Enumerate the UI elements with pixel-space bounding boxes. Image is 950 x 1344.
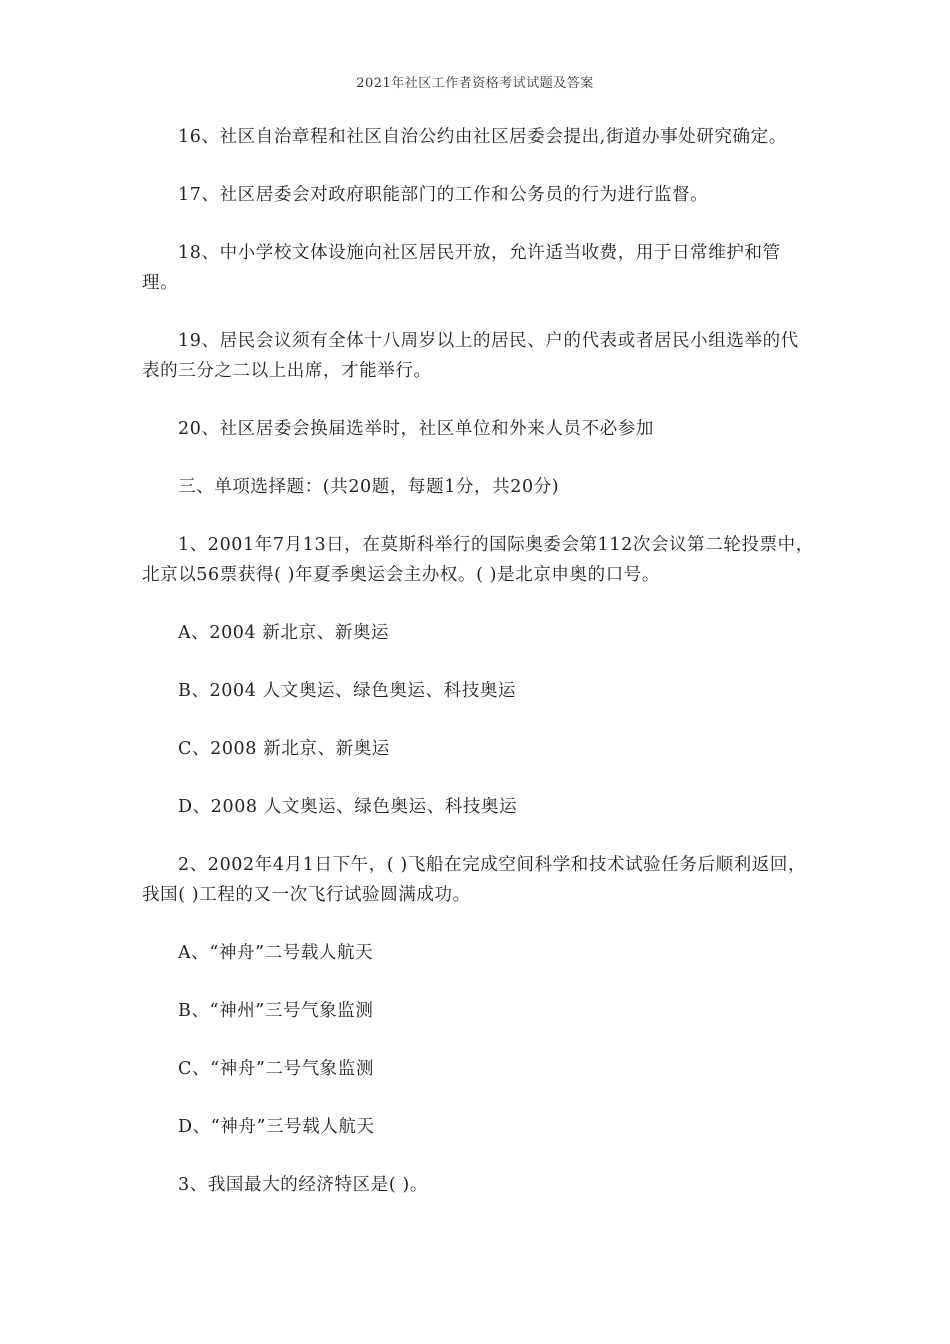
question-1-option-b: B、2004 人文奥运、绿色奥运、科技奥运 [178,681,517,701]
question-2-option-b: B、“神州”三号气象监测 [178,1001,374,1021]
question-3: 3、我国最大的经济特区是( )。 [178,1175,428,1195]
statement-19: 19、居民会议须有全体十八周岁以上的居民、户的代表或者居民小组选举的代表的三分之二以上出席，才能举行。 [142,331,799,381]
question-2-option-c: C、“神舟”二号气象监测 [178,1059,374,1079]
question-1: 1、2001年7月13日，在莫斯科举行的国际奥委会第112次会议第二轮投票中，北京以56票获得( )年夏季奥运会主办权。( )是北京申奥的口号。 [142,535,814,585]
section-heading: 三、单项选择题：(共20题，每题1分，共20分) [178,477,560,497]
statement-18: 18、中小学校文体设施向社区居民开放，允许适当收费，用于日常维护和管理。 [142,243,781,293]
page-header-title: 2021年社区工作者资格考试试题及答案 [356,76,594,91]
question-1-option-c: C、2008 新北京、新奥运 [178,739,390,759]
statement-20: 20、社区居委会换届选举时，社区单位和外来人员不必参加 [178,419,654,439]
question-1-option-a: A、2004 新北京、新奥运 [178,623,390,643]
document-body [142,122,814,1228]
question-2-option-a: A、“神舟”二号载人航天 [178,943,374,963]
question-2-option-d: D、“神舟”三号载人航天 [178,1117,375,1137]
question-2: 2、2002年4月1日下午，( )飞船在完成空间科学和技术试验任务后顺利返回，我国( )工程的又一次飞行试验圆满成功。 [142,855,807,905]
statement-17: 17、社区居委会对政府职能部门的工作和公务员的行为进行监督。 [178,185,709,205]
question-1-option-d: D、2008 人文奥运、绿色奥运、科技奥运 [178,797,518,817]
statement-16: 16、社区自治章程和社区自治公约由社区居委会提出,街道办事处研究确定。 [178,127,787,147]
